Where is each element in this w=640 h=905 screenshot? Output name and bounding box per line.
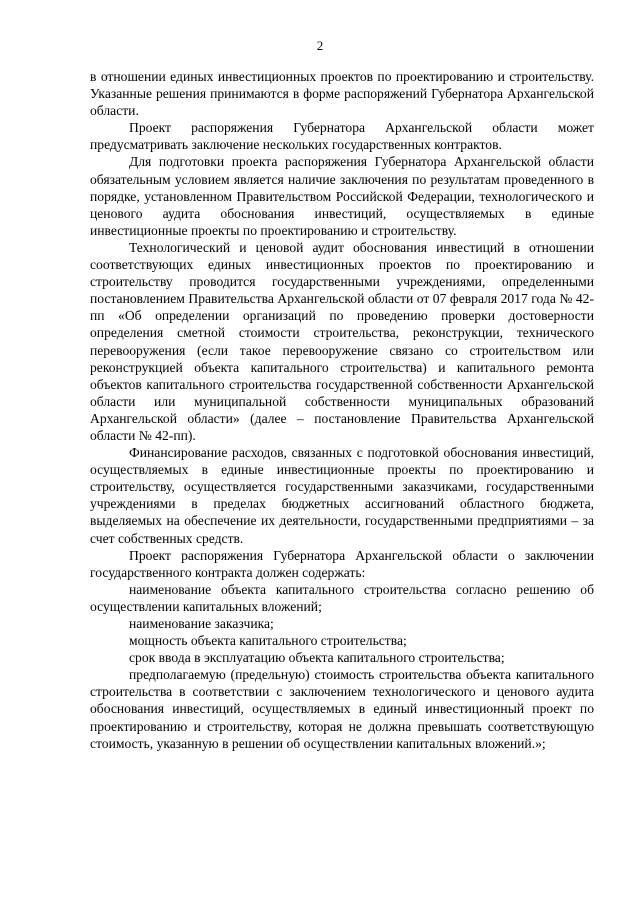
paragraph: Финансирование расходов, связанных с подготовкой обоснования инвестиций, осуществляемых в единые инвестиционные проекты по проектированию и строительству, осуществляется государственными заказчиками, государственными учреждениями в пределах бюджетных ассигнований областного бюджета, выделяемых на обеспечение их деятельности, государственными предприятиями – за счет собственных средств. — [90, 445, 594, 546]
list-item: мощность объекта капитального строительства; — [129, 633, 407, 649]
list-item: срок ввода в эксплуатацию объекта капитального строительства; — [129, 650, 505, 666]
list-item: наименование объекта капитального строительства согласно решению об осуществлении капитальных вложений; — [90, 581, 594, 614]
paragraph: Проект распоряжения Губернатора Архангельской области о заключении государственного контракта должен содержать: — [90, 547, 594, 580]
paragraph: Проект распоряжения Губернатора Архангельской области может предусматривать заключение нескольких государственных контрактов. — [90, 120, 594, 153]
page-number: 2 — [316, 38, 324, 53]
document-body — [90, 68, 594, 752]
list-item: наименование заказчика; — [129, 616, 274, 631]
list-item: предполагаемую (предельную) стоимость строительства объекта капитального строительства в соответствии с заключением технологического и ценового аудита обоснования инвестиций, осуществляемых в единый инвестиционный проект по проектированию и строительству, которая не должна превышать соответствующую стоимость, указанную в решении об осуществлении капитальных вложений.»; — [90, 667, 594, 751]
paragraph: в отношении единых инвестиционных проектов по проектированию и строительству. Указанные решения принимаются в форме распоряжений Губернатора Архангельской области. — [90, 69, 594, 119]
paragraph: Для подготовки проекта распоряжения Губернатора Архангельской области обязательным условием является наличие заключения по результатам проведенного в порядке, установленном Правительством Российской Федерации, технологического и ценового аудита обоснования инвестиций, осуществляемых в единые инвестиционные проекты по проектированию и строительству. — [90, 154, 594, 238]
paragraph: Технологический и ценовой аудит обоснования инвестиций в отношении соответствующих единых инвестиционных проектов по проектированию и строительству проводится государственными учреждениями, определенными постановлением Правительства Архангельской области от 07 февраля 2017 года № 42-пп «Об определении организаций по проведению проверки достоверности определения сметной стоимости строительства, реконструкции, технического перевооружения (если такое перевооружение связано со строительством или реконструкцией объекта капитального строительства) и капитального ремонта объектов капитального строительства государственной собственности Архангельской области или муниципальной собственности муниципальных образований Архангельской области» (далее – постановление Правительства Архангельской области № 42-пп). — [90, 239, 594, 443]
